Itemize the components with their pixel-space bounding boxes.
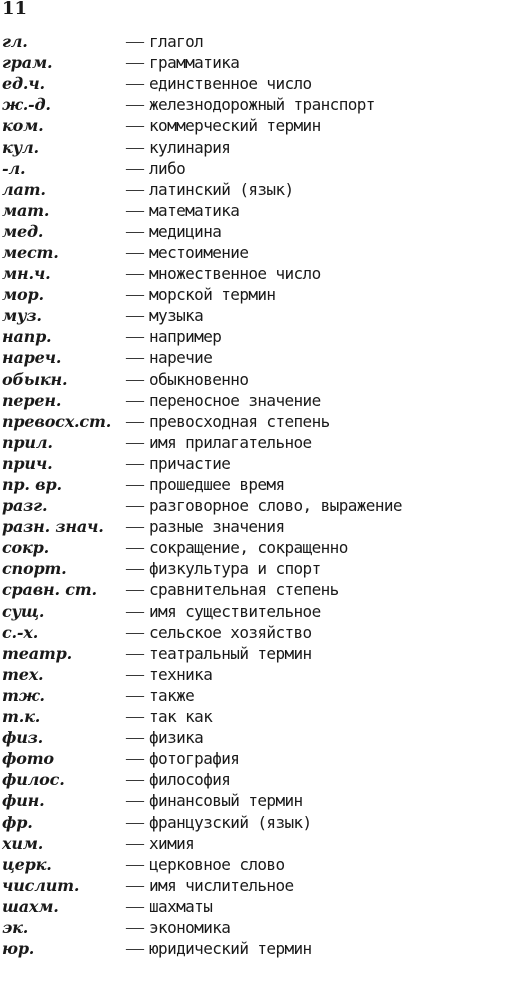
abbreviation-meaning: экономика xyxy=(149,917,231,937)
abbreviation: с.-х. xyxy=(2,622,39,642)
dash-separator: — xyxy=(126,558,144,579)
dash-separator: — xyxy=(126,94,144,115)
abbreviation-meaning: морской термин xyxy=(149,285,276,305)
abbreviation-entry xyxy=(2,200,526,221)
abbreviation-meaning: так как xyxy=(149,707,213,727)
abbreviation: перен. xyxy=(2,390,62,410)
abbreviation-meaning: единственное число xyxy=(149,74,312,94)
abbreviation-entry xyxy=(2,938,526,959)
abbreviation-entry xyxy=(2,790,526,811)
dash-separator: — xyxy=(126,284,144,305)
abbreviation-meaning: философия xyxy=(149,770,231,790)
dash-separator: — xyxy=(126,537,144,558)
abbreviation: кул. xyxy=(2,137,39,157)
abbreviation-meaning: железнодорожный транспорт xyxy=(149,95,375,115)
abbreviation: мн.ч. xyxy=(2,264,51,284)
abbreviation: спорт. xyxy=(2,559,67,579)
dash-separator: — xyxy=(126,31,144,52)
dash-separator: — xyxy=(126,832,144,853)
abbreviation-entry xyxy=(2,748,526,769)
abbreviation-entry xyxy=(2,136,526,157)
abbreviation-entry xyxy=(2,179,526,200)
abbreviation-entry xyxy=(2,664,526,685)
abbreviation: ж.-д. xyxy=(2,95,51,115)
abbreviation: муз. xyxy=(2,306,42,326)
abbreviation: прил. xyxy=(2,432,53,452)
abbreviation-meaning: имя прилагательное xyxy=(149,432,312,452)
abbreviation-meaning: математика xyxy=(149,200,240,220)
abbreviation-entry xyxy=(2,411,526,432)
abbreviation: числит. xyxy=(2,875,80,895)
dash-separator: — xyxy=(126,157,144,178)
dash-separator: — xyxy=(126,52,144,73)
abbreviation-entry xyxy=(2,643,526,664)
abbreviation-entry xyxy=(2,390,526,411)
abbreviation: мат. xyxy=(2,200,50,220)
abbreviation-meaning: разговорное слово, выражение xyxy=(149,496,402,516)
dash-separator: — xyxy=(126,347,144,368)
dash-separator: — xyxy=(126,853,144,874)
abbreviation-meaning: имя существительное xyxy=(149,601,321,621)
abbreviation: т.к. xyxy=(2,707,41,727)
abbreviation-meaning: медицина xyxy=(149,221,222,241)
abbreviation-entry xyxy=(2,221,526,242)
abbreviation-entry xyxy=(2,896,526,917)
abbreviation-entry xyxy=(2,917,526,938)
abbreviation-entry xyxy=(2,854,526,875)
abbreviation-entry xyxy=(2,305,526,326)
abbreviation: тех. xyxy=(2,664,44,684)
abbreviation: фр. xyxy=(2,812,33,832)
dash-separator: — xyxy=(126,199,144,220)
abbreviation-meaning: французский (язык) xyxy=(149,812,312,832)
dash-separator: — xyxy=(126,579,144,600)
abbreviation: напр. xyxy=(2,327,52,347)
abbreviation-meaning: театральный термин xyxy=(149,643,312,663)
abbreviation-meaning: юридический термин xyxy=(149,939,312,959)
dash-separator: — xyxy=(126,368,144,389)
dash-separator: — xyxy=(126,241,144,262)
abbreviation-entry xyxy=(2,115,526,136)
abbreviation-entry xyxy=(2,326,526,347)
dash-separator: — xyxy=(126,727,144,748)
dash-separator: — xyxy=(126,136,144,157)
abbreviation-entry xyxy=(2,94,526,115)
abbreviation-entry xyxy=(2,495,526,516)
abbreviation-meaning: множественное число xyxy=(149,264,321,284)
abbreviation-entry xyxy=(2,811,526,832)
abbreviation-entry xyxy=(2,727,526,748)
abbreviation-entry xyxy=(2,347,526,368)
abbreviation-meaning: также xyxy=(149,685,195,705)
abbreviation-entry xyxy=(2,52,526,73)
abbreviation: юр. xyxy=(2,939,35,959)
abbreviation-meaning: превосходная степень xyxy=(149,411,330,431)
abbreviation: ком. xyxy=(2,116,44,136)
abbreviation-meaning: обыкновенно xyxy=(149,369,249,389)
abbreviation: фото xyxy=(2,749,54,769)
dash-separator: — xyxy=(126,431,144,452)
abbreviation-meaning: физика xyxy=(149,728,204,748)
dash-separator: — xyxy=(126,305,144,326)
abbreviation-entry xyxy=(2,706,526,727)
abbreviation-meaning: латинский (язык) xyxy=(149,179,294,199)
dash-separator: — xyxy=(126,326,144,347)
abbreviation-meaning: коммерческий термин xyxy=(149,116,321,136)
dash-separator: — xyxy=(126,684,144,705)
abbreviation-entry xyxy=(2,263,526,284)
dash-separator: — xyxy=(126,600,144,621)
dash-separator: — xyxy=(126,220,144,241)
dash-separator: — xyxy=(126,410,144,431)
abbreviation: -л. xyxy=(2,158,26,178)
dash-separator: — xyxy=(126,452,144,473)
dash-separator: — xyxy=(126,178,144,199)
abbreviation-list xyxy=(2,31,526,959)
abbreviation: театр. xyxy=(2,643,72,663)
abbreviation-meaning: кулинария xyxy=(149,137,231,157)
dash-separator: — xyxy=(126,642,144,663)
dash-separator: — xyxy=(126,474,144,495)
abbreviation: пр. вр. xyxy=(2,475,62,495)
abbreviation: гл. xyxy=(2,32,28,52)
abbreviation: церк. xyxy=(2,854,52,874)
abbreviation-meaning: наречие xyxy=(149,348,213,368)
abbreviation: нареч. xyxy=(2,348,62,368)
abbreviation-entry xyxy=(2,284,526,305)
abbreviation-meaning: местоимение xyxy=(149,242,249,262)
abbreviation: сущ. xyxy=(2,601,45,621)
abbreviation-meaning: финансовый термин xyxy=(149,791,303,811)
abbreviation-meaning: шахматы xyxy=(149,896,213,916)
abbreviation: мед. xyxy=(2,221,44,241)
abbreviation-entry xyxy=(2,685,526,706)
abbreviation: эк. xyxy=(2,917,29,937)
abbreviation: хим. xyxy=(2,833,44,853)
abbreviation-entry xyxy=(2,516,526,537)
dash-separator: — xyxy=(126,389,144,410)
abbreviation-meaning: имя числительное xyxy=(149,875,294,895)
abbreviation: фин. xyxy=(2,791,45,811)
abbreviation-meaning: химия xyxy=(149,833,195,853)
abbreviation-entry xyxy=(2,453,526,474)
abbreviation: обыкн. xyxy=(2,369,68,389)
abbreviation-meaning: либо xyxy=(149,158,186,178)
page-number: 11 xyxy=(2,0,28,19)
dash-separator: — xyxy=(126,874,144,895)
abbreviation-meaning: сравнительная степень xyxy=(149,580,339,600)
abbreviation: превосх.ст. xyxy=(2,411,112,431)
abbreviation-meaning: физкультура и спорт xyxy=(149,559,321,579)
dash-separator: — xyxy=(126,115,144,136)
abbreviation: тж. xyxy=(2,685,45,705)
abbreviation-entry xyxy=(2,579,526,600)
dash-separator: — xyxy=(126,73,144,94)
dash-separator: — xyxy=(126,916,144,937)
abbreviation-meaning: разные значения xyxy=(149,517,285,537)
dash-separator: — xyxy=(126,621,144,642)
abbreviation-entry xyxy=(2,73,526,94)
dash-separator: — xyxy=(126,263,144,284)
abbreviation-meaning: грамматика xyxy=(149,53,240,73)
abbreviation-entry xyxy=(2,601,526,622)
abbreviation-entry xyxy=(2,369,526,390)
abbreviation-entry xyxy=(2,537,526,558)
abbreviation-meaning: сельское хозяйство xyxy=(149,622,312,642)
abbreviation: физ. xyxy=(2,728,44,748)
abbreviation-meaning: например xyxy=(149,327,222,347)
dash-separator: — xyxy=(126,748,144,769)
dash-separator: — xyxy=(126,790,144,811)
abbreviation-entry xyxy=(2,474,526,495)
abbreviation: мор. xyxy=(2,285,44,305)
abbreviation-meaning: глагол xyxy=(149,32,204,52)
abbreviation-entry xyxy=(2,622,526,643)
abbreviation-meaning: техника xyxy=(149,664,213,684)
dash-separator: — xyxy=(126,663,144,684)
dash-separator: — xyxy=(126,938,144,959)
abbreviation-meaning: сокращение, сокращенно xyxy=(149,538,348,558)
abbreviation: сравн. ст. xyxy=(2,580,97,600)
abbreviation: сокр. xyxy=(2,538,50,558)
dash-separator: — xyxy=(126,769,144,790)
abbreviation: ед.ч. xyxy=(2,74,45,94)
abbreviation-meaning: причастие xyxy=(149,453,231,473)
abbreviation: разн. знач. xyxy=(2,517,104,537)
dash-separator: — xyxy=(126,516,144,537)
dash-separator: — xyxy=(126,895,144,916)
abbreviation-meaning: музыка xyxy=(149,306,204,326)
abbreviation: шахм. xyxy=(2,896,59,916)
abbreviation-entry xyxy=(2,158,526,179)
abbreviation-entry xyxy=(2,875,526,896)
abbreviation: мест. xyxy=(2,242,59,262)
abbreviation: грам. xyxy=(2,53,53,73)
dash-separator: — xyxy=(126,811,144,832)
abbreviation: прич. xyxy=(2,453,53,473)
abbreviation-meaning: переносное значение xyxy=(149,390,321,410)
abbreviation-meaning: церковное слово xyxy=(149,854,285,874)
abbreviation-entry xyxy=(2,31,526,52)
abbreviation: филос. xyxy=(2,770,65,790)
dash-separator: — xyxy=(126,706,144,727)
abbreviation: лат. xyxy=(2,179,46,199)
abbreviation-entry xyxy=(2,242,526,263)
abbreviation-entry xyxy=(2,558,526,579)
dash-separator: — xyxy=(126,495,144,516)
abbreviation-meaning: прошедшее время xyxy=(149,475,285,495)
abbreviation: разг. xyxy=(2,496,48,516)
abbreviation-entry xyxy=(2,769,526,790)
abbreviation-entry xyxy=(2,833,526,854)
abbreviation-entry xyxy=(2,432,526,453)
abbreviation-meaning: фотография xyxy=(149,749,240,769)
